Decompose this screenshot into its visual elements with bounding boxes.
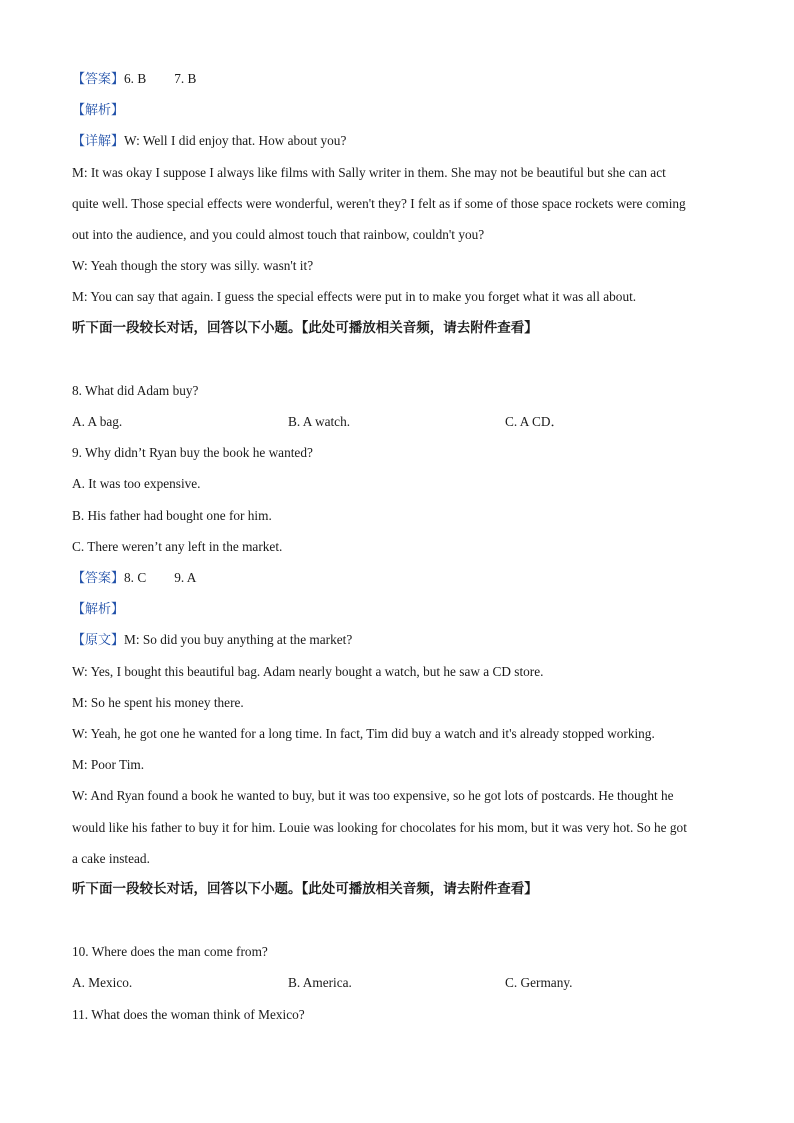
option-c: C. A CD． — [505, 414, 564, 430]
option-a: A. A bag. — [72, 414, 123, 430]
option-c: C. Germany. — [505, 975, 573, 991]
option-b: B. America. — [288, 975, 352, 991]
transcript-line: would like his father to buy it for him. Louie was looking for chocolates for his mom, but it was very hot. So he got — [72, 819, 687, 835]
transcript-line: W: And Ryan found a book he wanted to buy, but it was too expensive, so he got lots of postcards. He thought he — [72, 788, 674, 804]
question-10-options — [72, 967, 732, 998]
option-b: B. A watch. — [288, 414, 351, 430]
transcript-line: W: Yeah, he got one he wanted for a long time. In fact, Tim did buy a watch and it's already stopped working. — [72, 725, 655, 741]
transcript-line: M: It was okay I suppose I always like films with Sally writer in them. She may not be beautiful but she can act — [72, 164, 666, 180]
transcript-line: M: Poor Tim. — [72, 757, 145, 773]
transcript-line: M: You can say that again. I guess the special effects were put in to make you forget what it was all about. — [72, 289, 637, 305]
answer-line-8-9 — [72, 562, 732, 593]
answer-8: 8. C — [124, 570, 147, 585]
document-page — [72, 63, 732, 1030]
detail-line — [72, 125, 732, 156]
option-c: C. There weren’t any left in the market. — [72, 538, 283, 554]
transcript-line: quite well. Those special effects were wonderful, weren't they? I felt as if some of those space rockets were coming — [72, 195, 686, 211]
detail-tag: 【详解】 — [72, 134, 125, 150]
answer-tag: 【答案】 — [72, 72, 125, 87]
option-b: B. His father had bought one for him. — [72, 507, 272, 523]
listening-instruction: 听下面一段较长对话，回答以下小题。【此处可播放相关音频，请去附件查看】 — [72, 880, 538, 897]
answer-7: 7. B — [174, 71, 197, 86]
original-tag: 【原文】 — [72, 633, 125, 649]
question-8-stem: 8. What did Adam buy? — [72, 382, 199, 398]
answer-6: 6. B — [124, 71, 147, 86]
transcript-line: M: So did you buy anything at the market? — [124, 632, 353, 648]
transcript-line: W: Well I did enjoy that. How about you? — [124, 133, 347, 149]
transcript-line: a cake instead. — [72, 850, 150, 866]
listening-instruction: 听下面一段较长对话，回答以下小题。【此处可播放相关音频，请去附件查看】 — [72, 319, 538, 336]
question-8-options — [72, 406, 732, 437]
analysis-label: 【解析】 — [72, 103, 125, 119]
option-a: A. Mexico. — [72, 975, 133, 991]
transcript-line: out into the audience, and you could almost touch that rainbow, couldn't you? — [72, 226, 485, 242]
analysis-label: 【解析】 — [72, 602, 125, 618]
transcript-line: W: Yeah though the story was silly. wasn't it? — [72, 258, 314, 274]
option-a: A. It was too expensive. — [72, 476, 201, 492]
original-line — [72, 624, 732, 655]
answer-tag: 【答案】 — [72, 571, 125, 586]
answer-9: 9. A — [174, 570, 197, 585]
transcript-line: W: Yes, I bought this beautiful bag. Adam nearly bought a watch, but he saw a CD store. — [72, 663, 544, 679]
question-9-stem: 9. Why didn’t Ryan buy the book he wanted? — [72, 445, 313, 461]
question-11-stem: 11. What does the woman think of Mexico? — [72, 1006, 305, 1022]
question-10-stem: 10. Where does the man come from? — [72, 944, 268, 960]
answer-line-6-7 — [72, 63, 732, 94]
transcript-line: M: So he spent his money there. — [72, 694, 244, 710]
